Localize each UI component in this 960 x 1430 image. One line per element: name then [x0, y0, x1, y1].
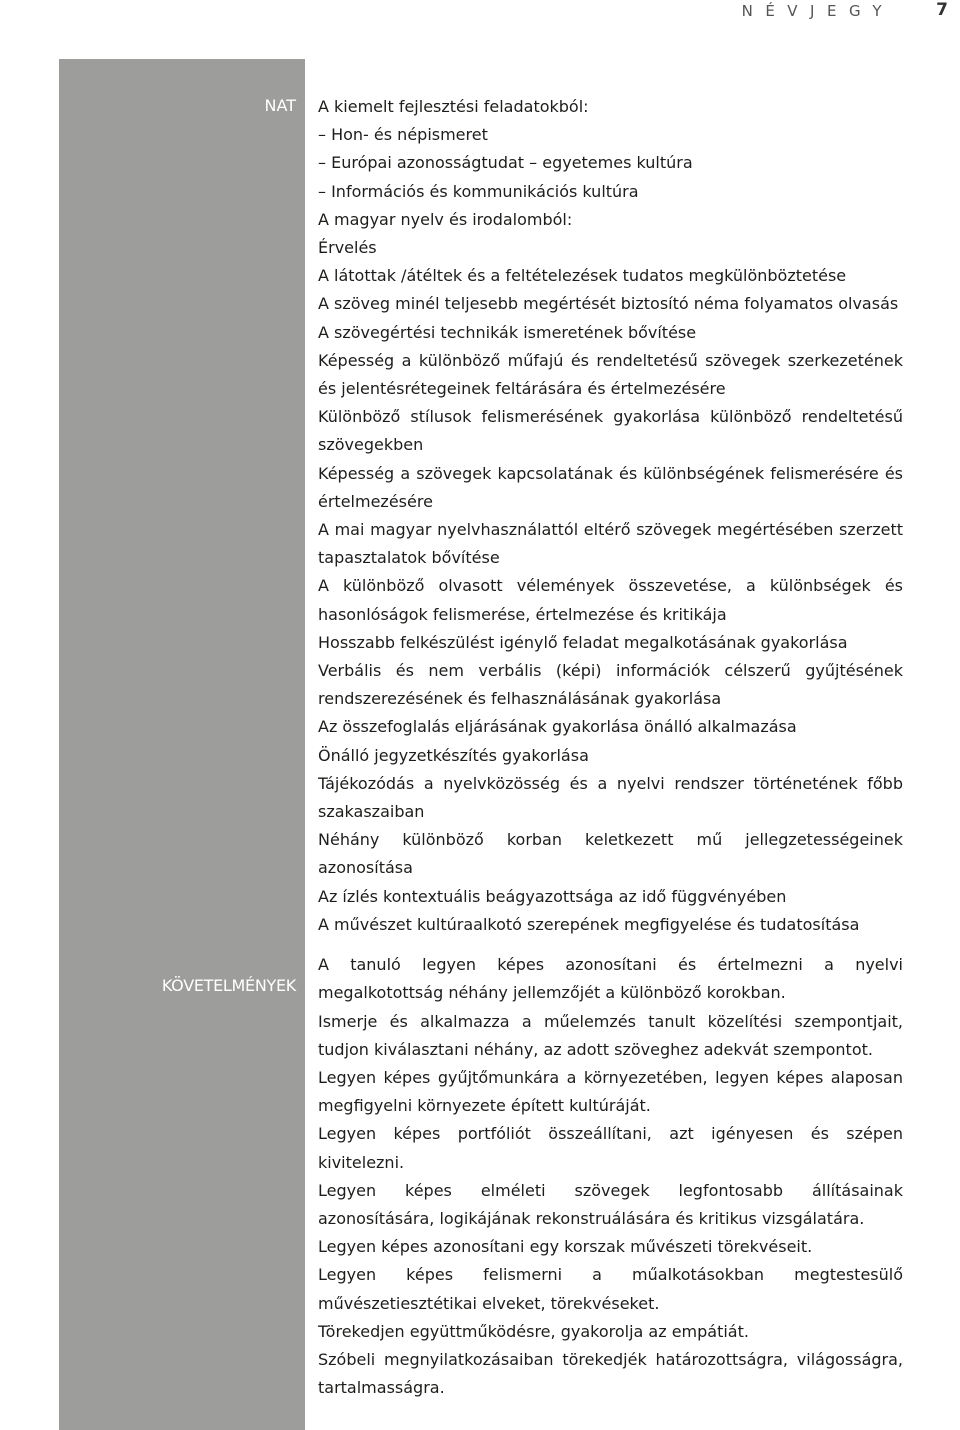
- nat-line: Önálló jegyzetkészítés gyakorlása: [318, 745, 589, 765]
- requirement-line: Legyen képes felismerni a műalkotásokban megtestesülő művészetiesztétikai elveket, törekvéseket.: [318, 1265, 903, 1313]
- requirement-line: Legyen képes azonosítani egy korszak művészeti törekvéseit.: [318, 1237, 813, 1257]
- requirement-line: Szóbeli megnyilatkozásaiban törekedjék határozottságra, világosságra, tartalmasságra.: [318, 1349, 903, 1398]
- nat-line: – Hon- és népismeret: [318, 125, 488, 145]
- nat-line: A kiemelt fejlesztési feladatokból:: [318, 97, 589, 116]
- nat-line: A művészet kultúraalkotó szerepének megfigyelése és tudatosítása: [318, 914, 860, 934]
- label-column: [59, 59, 305, 1430]
- nat-line: Az összefoglalás eljárásának gyakorlása önálló alkalmazása: [318, 717, 797, 737]
- nat-line: A különböző olvasott vélemények összevetése, a különbségek és hasonlóságok felismerése, értelmezése és kritikája: [318, 576, 903, 624]
- nat-line: A szöveg minél teljesebb megértését biztosító néma folyamatos olvasás: [318, 294, 899, 314]
- page-number: 7: [936, 0, 948, 20]
- nat-line: A szövegértési technikák ismeretének bővítése: [318, 322, 697, 342]
- nat-line: Néhány különböző korban keletkezett mű jellegzetességeinek azonosítása: [318, 830, 903, 878]
- nat-line: Hosszabb felkészülést igénylő feladat megalkotásának gyakorlása: [318, 632, 848, 652]
- content-body: [318, 93, 903, 1402]
- nat-line: Érvelés: [318, 238, 377, 258]
- requirements-section: [318, 951, 903, 1402]
- nat-line: – Európai azonosságtudat – egyetemes kultúra: [318, 153, 693, 173]
- nat-section: [318, 93, 903, 939]
- requirement-line: A tanuló legyen képes azonosítani és értelmezni a nyelvi megalkotottság néhány jellemzőjét a különböző korokban.: [318, 955, 903, 1003]
- requirement-line: Legyen képes gyűjtőmunkára a környezetében, legyen képes alaposan megfigyelni környezete épített kultúráját.: [318, 1067, 903, 1116]
- nat-line: Képesség a szövegek kapcsolatának és különbségének felismerésére és értelmezésére: [318, 463, 903, 511]
- requirement-line: Legyen képes elméleti szövegek legfontosabb állításainak azonosítására, logikájának rekonstruálására és kritikus vizsgálatára.: [318, 1180, 903, 1228]
- nat-line: – Információs és kommunikációs kultúra: [318, 181, 639, 201]
- nat-line: Képesség a különböző műfajú és rendeltetésű szövegek szerkezetének és jelentésrétegeinek feltárására és értelmezésére: [318, 350, 903, 399]
- nat-line: A mai magyar nyelvhasználattól eltérő szövegek megértésében szerzett tapasztalatok bővítése: [318, 520, 903, 568]
- nat-line: Különböző stílusok felismerésének gyakorlása különböző rendeltetésű szövegekben: [318, 407, 903, 455]
- requirement-line: Ismerje és alkalmazza a műelemzés tanult közelítési szempontjait, tudjon kiválasztani néhány, az adott szöveghez adekvát szempontot.: [318, 1011, 903, 1059]
- nat-line: A magyar nyelv és irodalomból:: [318, 209, 573, 229]
- nat-line: Az ízlés kontextuális beágyazottsága az idő függvényében: [318, 886, 787, 906]
- requirement-line: Legyen képes portfóliót összeállítani, azt igényesen és szépen kivitelezni.: [318, 1124, 903, 1172]
- nat-line: Verbális és nem verbális (képi) információk célszerű gyűjtésének rendszerezésének és felhasználásának gyakorlása: [318, 661, 903, 709]
- requirement-line: Törekedjen együttműködésre, gyakorolja az empátiát.: [318, 1321, 749, 1341]
- nat-line: A látottak /átéltek és a feltételezések tudatos megkülönböztetése: [318, 266, 847, 286]
- nat-line: Tájékozódás a nyelvközösség és a nyelvi rendszer történetének főbb szakaszaiban: [318, 773, 903, 822]
- section-label-requirements: KÖVETELMÉNYEK: [161, 976, 296, 995]
- running-header: [0, 0, 960, 30]
- section-label-nat: NAT: [264, 96, 296, 115]
- running-title: NÉVJEGY: [741, 2, 894, 20]
